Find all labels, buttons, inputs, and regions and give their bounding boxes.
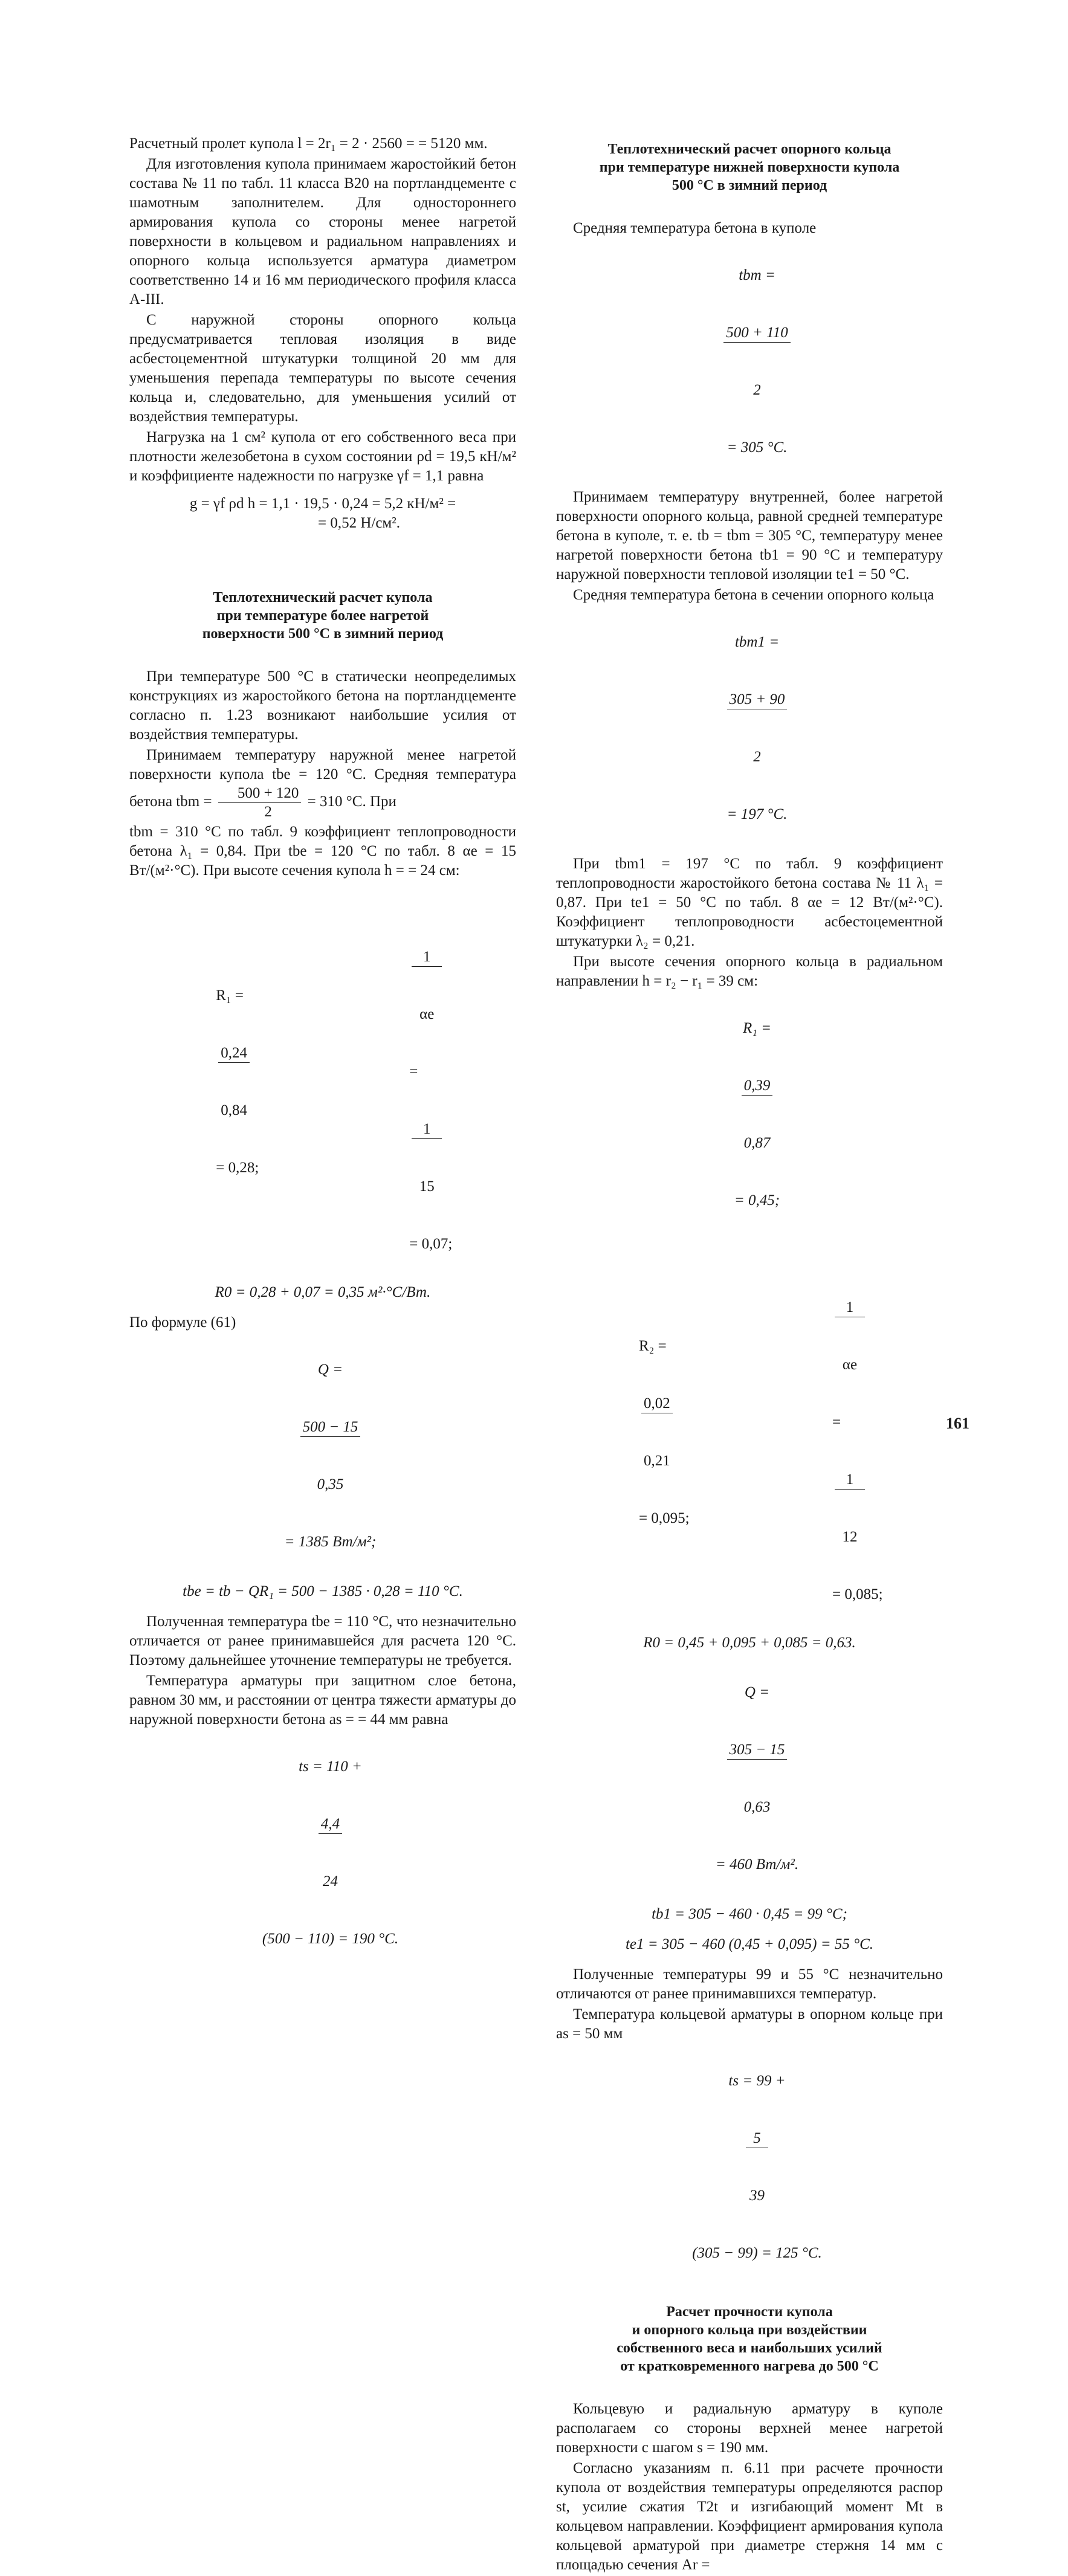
ring-r0-equation: R0 = 0,45 + 0,095 + 0,085 = 0,63.	[643, 1635, 856, 1651]
tbm-equation	[556, 247, 943, 477]
fraction-denominator: 24	[323, 1873, 338, 1890]
ring-rebar-temp-paragraph: Температура кольцевой арматуры в опорном кольце при as = 50 мм	[556, 2006, 943, 2042]
fraction-denominator: αe	[419, 1006, 435, 1022]
alpha-result: = 0,085;	[832, 1586, 883, 1603]
ring-ts-equation	[556, 2052, 943, 2282]
r0-equation: R0 = 0,28 + 0,07 = 0,35 м²·°C/Вт.	[215, 1284, 431, 1300]
tbm-result: = 305 °C.	[727, 439, 788, 456]
fraction-denominator: 0,21	[643, 1452, 670, 1469]
outer-temp-paragraph	[129, 746, 516, 821]
ts-fraction	[319, 1777, 342, 1929]
fraction-numerator: 1	[835, 1299, 865, 1317]
conductivity-paragraph: tbm = 310 °C по табл. 9 коэффициент теплопроводности бетона λ₁ = 0,84. При tbe = 120 °C по табл. 8 αe = 15 Вт/(м²·°C). При высоте сечения купола h = = 24 см:	[129, 824, 516, 879]
r2-label: R₂ =	[638, 1337, 667, 1354]
strength-calc-paragraph: Согласно указаниям п. 6.11 при расчете прочности купола от воздействия температуры определяются распор st, усилие сжатия T2t и изгибающий момент Mt в кольцевом направлении. Коэффициент армирования купола кольцевой арматурой при диаметре стержня 14 мм с площадью сечения Ar =	[556, 2460, 943, 2573]
fraction-numerator: 1	[412, 1120, 442, 1139]
ts-label: ts = 99 +	[728, 2073, 786, 2089]
tbe-equation: tbe = tb − QR₁ = 500 − 1385 · 0,28 = 110 °C.	[183, 1583, 463, 1600]
load-equation-line2: = 0,52 Н/см².	[317, 515, 400, 531]
load-equation-line1: g = γf ρd h = 1,1 · 19,5 · 0,24 = 5,2 кН/м² =	[189, 496, 456, 512]
fraction-denominator: 2	[753, 749, 761, 765]
tbm1-result: = 197 °C.	[727, 806, 788, 822]
alpha-fraction	[835, 1260, 865, 1413]
tb1-equation: tb1 = 305 − 460 · 0,45 = 99 °C;	[652, 1906, 847, 1922]
insulation-paragraph: С наружной стороны опорного кольца предусматривается тепловая изоляция в виде асбестоцементной штукатурки толщиной 20 мм для уменьшения перепада температуры по высоте сечения кольца и, следовательно, для уменьшения усилий от воздействия температуры.	[129, 312, 516, 425]
fraction-numerator: 305 − 15	[727, 1741, 788, 1760]
equals-sign: =	[832, 1414, 841, 1430]
q-label: Q =	[744, 1684, 770, 1700]
fraction-denominator: 39	[749, 2187, 765, 2204]
r1-equation	[193, 967, 259, 1197]
fraction-numerator: 500 + 110	[723, 324, 791, 343]
statically-indeterminate-paragraph: При температуре 500 °C в статически неопределимых конструкциях из жаростойкого бетона на портландцементе согласно п. 1.23 возникают наибольшие усилия от воздействия температуры.	[129, 668, 516, 743]
fraction-numerator: 0,24	[218, 1044, 250, 1063]
rebar-temp-paragraph: Температура арматуры при защитном слое бетона, равном 30 мм, и расстоянии от центра тяжести арматуры до наружной поверхности бетона as = = 44 мм равна	[129, 1673, 516, 1728]
q-fraction	[300, 1380, 361, 1532]
section-heading-strength: Расчет прочности купола и опорного кольца при воздействии собственного веса и наибольших усилий от кратковременного нагрева до 500 °C	[617, 2304, 882, 2374]
outer-temp-result: = 310 °C. При	[307, 793, 396, 810]
left-column	[129, 134, 516, 1979]
ring-q-equation	[556, 1664, 943, 1894]
mean-dome-temp-paragraph: Средняя температура бетона в куполе	[573, 220, 817, 236]
ring-height-paragraph: При высоте сечения опорного кольца в радиальном направлении h = r₂ − r₁ = 39 см:	[556, 954, 943, 989]
r1-label: R₁ =	[216, 987, 244, 1004]
formula-reference: По формуле (61)	[129, 1314, 236, 1331]
fraction-denominator: 2	[753, 382, 761, 398]
alpha-equation	[387, 890, 453, 1273]
q-result: = 1385 Вт/м²;	[284, 1534, 377, 1550]
tbm1-fraction	[727, 652, 788, 805]
r1-result: = 0,28;	[216, 1159, 259, 1176]
fraction-numerator: 1	[412, 948, 442, 967]
fraction-denominator: 0,87	[743, 1135, 771, 1151]
q-fraction	[727, 1702, 788, 1855]
fraction-numerator: 0,02	[641, 1395, 673, 1413]
ts-result: (305 − 99) = 125 °C.	[692, 2245, 822, 2261]
alpha-result: = 0,07;	[409, 1236, 453, 1252]
outer-temp-text: Принимаем температуру наружной менее нагретой поверхности купола tbe = 120 °C. Средняя температура бетона tbm =	[129, 747, 516, 810]
page-number: 161	[946, 1415, 969, 1432]
reinforcement-placement-paragraph: Кольцевую и радиальную арматуру в куполе располагаем со стороны верхней менее нагретой поверхности с шагом s = 190 мм.	[556, 2401, 943, 2456]
r2-fraction	[641, 1356, 673, 1509]
tbm1-label: tbm1 =	[734, 634, 780, 650]
ts-fraction	[746, 2091, 769, 2244]
ts-result: (500 − 110) = 190 °C.	[262, 1931, 399, 1947]
resistance-equations	[129, 890, 516, 1273]
span-paragraph: Расчетный пролет купола l = 2r₁ = 2 · 2560 = = 5120 мм.	[129, 135, 488, 152]
fraction-numerator: 4,4	[319, 1815, 342, 1834]
fraction-numerator: 1	[835, 1471, 865, 1490]
tbm1-equation	[556, 613, 943, 844]
alpha-value-fraction	[412, 1082, 442, 1235]
fraction-denominator: 0,84	[221, 1102, 247, 1119]
concrete-paragraph: Для изготовления купола принимаем жаростойкий бетон состава № 11 по табл. 11 класса В20 на портландцементе с шамотным заполнителем. Для одностороннего армирования купола со стороны менее нагретой поверхности в кольцевом и радиальном направлениях и опорного кольца используется арматура диаметром соответственно 14 и 16 мм периодического профиля класса А-III.	[129, 156, 516, 308]
obtained-temp-paragraph: Полученная температура tbe = 110 °C, что незначительно отличается от ранее принимавшейся для расчета 120 °C. Поэтому дальнейшее уточнение температуры не требуется.	[129, 1613, 516, 1668]
fraction-denominator: 15	[419, 1178, 435, 1195]
fraction-denominator: 0,63	[743, 1799, 771, 1815]
ring-conductivity-paragraph: При tbm1 = 197 °C по табл. 9 коэффициент теплопроводности жаростойкого бетона состава № 11 λ₁ = 0,87. При te1 = 50 °C по табл. 8 αe = 12 Вт/(м²·°C). Коэффициент теплопроводности асбестоцементной штукатурки λ₂ = 0,21.	[556, 856, 943, 949]
ring-r1-equation	[556, 999, 943, 1230]
tbm-label: tbm =	[739, 267, 775, 283]
r1-result: = 0,45;	[734, 1192, 780, 1209]
r1-fraction	[742, 1038, 773, 1191]
r2-result: = 0,095;	[638, 1509, 690, 1526]
ring-mean-temp-paragraph: Средняя температура бетона в сечении опорного кольца	[573, 587, 934, 603]
fraction-denominator: αe	[842, 1357, 858, 1373]
right-column	[556, 140, 943, 2576]
fraction-numerator: 500 + 120	[218, 784, 302, 803]
q-result: = 460 Вт/м².	[715, 1856, 799, 1873]
ring-resistance-equations	[556, 1241, 943, 1624]
te1-equation: te1 = 305 − 460 (0,45 + 0,095) = 55 °C.	[625, 1936, 874, 1952]
alpha-fraction	[412, 909, 442, 1062]
fraction-numerator: 5	[746, 2129, 769, 2148]
tbm-fraction	[723, 285, 791, 438]
alpha-value-fraction	[835, 1432, 865, 1585]
fraction-numerator: 305 + 90	[727, 691, 788, 709]
load-paragraph: Нагрузка на 1 см² купола от его собственного веса при плотности железобетона в сухом состоянии ρd = 19,5 кН/м² и коэффициенте надежности по нагрузке γf = 1,1 равна	[129, 429, 516, 484]
r1-fraction	[218, 1006, 250, 1158]
equals-sign: =	[409, 1064, 418, 1080]
ring-alpha-equation	[809, 1241, 882, 1624]
q-equation	[129, 1341, 516, 1571]
fraction-numerator: 500 − 15	[300, 1418, 361, 1437]
section-heading-ring: Теплотехнический расчет опорного кольца при температуре нижней поверхности купола 500 °C в зимний период	[599, 141, 900, 193]
r2-equation	[616, 1317, 689, 1548]
fraction-denominator: 0,35	[317, 1476, 344, 1493]
q-label: Q =	[317, 1361, 343, 1378]
fraction-denominator: 2	[264, 804, 272, 820]
inner-temp-paragraph: Принимаем температуру внутренней, более нагретой поверхности опорного кольца, равной средней температуре бетона в куполе, т. е. tb = tbm = 305 °C, температуру менее нагретой поверхности бетона tb1 = 90 °C и температуру наружной поверхности тепловой изоляции te1 = 50 °C.	[556, 489, 943, 583]
fraction-numerator: 0,39	[742, 1077, 773, 1096]
mean-temp-fraction	[218, 784, 302, 821]
r1-label: R₁ =	[742, 1020, 772, 1036]
section-heading-dome: Теплотехнический расчет купола при температуре более нагретой поверхности 500 °C в зимний период	[202, 590, 444, 642]
ts-label: ts = 110 +	[299, 1758, 362, 1775]
fraction-denominator: 12	[842, 1529, 858, 1545]
obtained-ring-temps-paragraph: Полученные температуры 99 и 55 °C незначительно отличаются от ранее принимавшихся температур.	[556, 1966, 943, 2002]
ts-equation	[129, 1738, 516, 1968]
